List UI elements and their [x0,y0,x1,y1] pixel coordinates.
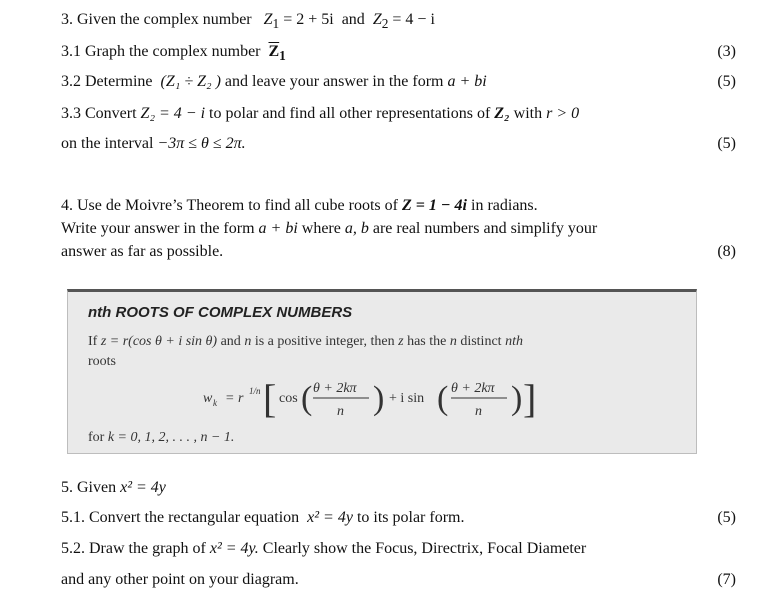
svg-text:]: ] [523,376,537,421]
q3-2: 3.2 Determine (Z₁ ÷ Z₂ ) and leave your answer in the form a + bi [61,73,487,90]
svg-text:(: ( [301,380,313,417]
q3-3-marks: (5) [717,135,736,152]
q4-line1: 4. Use de Moivre’s Theorem to find all cube roots of Z = 1 − 4i in radians. [61,197,538,214]
svg-text:[: [ [263,376,277,421]
svg-text:): ) [511,380,523,417]
svg-text:n: n [337,404,344,419]
box-title: nth ROOTS OF COMPLEX NUMBERS [88,304,353,321]
svg-text:θ + 2kπ: θ + 2kπ [313,381,357,396]
z2-value: = 4 − i [392,11,435,28]
z1-value: = 2 + 5i [283,11,334,28]
q3-intro: 3. Given the complex number $Z_1 = 2 + 5i$ and $Z_2 = 4 - i$ [61,11,435,32]
q3-3-interval: on the interval −3π ≤ θ ≤ 2π. [61,135,246,152]
q4-line3: answer as far as possible. [61,243,224,260]
q5-1: 5.1. Convert the rectangular equation x² = 4y to its polar form. [61,509,465,526]
svg-text:1/n: 1/n [249,386,261,396]
svg-text:w: w [203,391,213,406]
svg-text:= r: = r [225,391,244,406]
q4-marks: (8) [717,243,736,260]
q3-1: 3.1 Graph the complex number $\overline{Z}_1$ [61,43,286,64]
box-definition: If z = r(cos θ + i sin θ) and n is a positive integer, then z has the n distinct nth [88,334,523,349]
q5-2-line2: and any other point on your diagram. [61,571,299,588]
box-range: for k = 0, 1, 2, . . . , n − 1. [88,430,235,445]
box-roots-word: roots [88,354,116,369]
svg-text:θ + 2kπ: θ + 2kπ [451,381,495,396]
q5-1-marks: (5) [717,509,736,526]
svg-text:k: k [213,398,217,408]
nth-roots-box [67,289,697,454]
q3-1-marks: (3) [717,43,736,60]
svg-text:): ) [373,380,385,417]
svg-text:(: ( [437,380,449,417]
nth-root-formula [203,370,583,426]
svg-text:cos: cos [279,391,298,406]
q5-2-marks: (7) [717,571,736,588]
q5-2: 5.2. Draw the graph of x² = 4y. Clearly show the Focus, Directrix, Focal Diameter [61,540,587,557]
svg-text:n: n [475,404,482,419]
q3-2-marks: (5) [717,73,736,90]
q3-3: 3.3 Convert Z₂ = 4 − i to polar and find all other representations of Z₂ with r > 0 [61,105,580,122]
svg-text:+ i sin: + i sin [389,391,425,406]
q5-intro: 5. Given x² = 4y [61,479,166,496]
q4-line2: Write your answer in the form a + bi where a, b are real numbers and simplify your [61,220,598,237]
